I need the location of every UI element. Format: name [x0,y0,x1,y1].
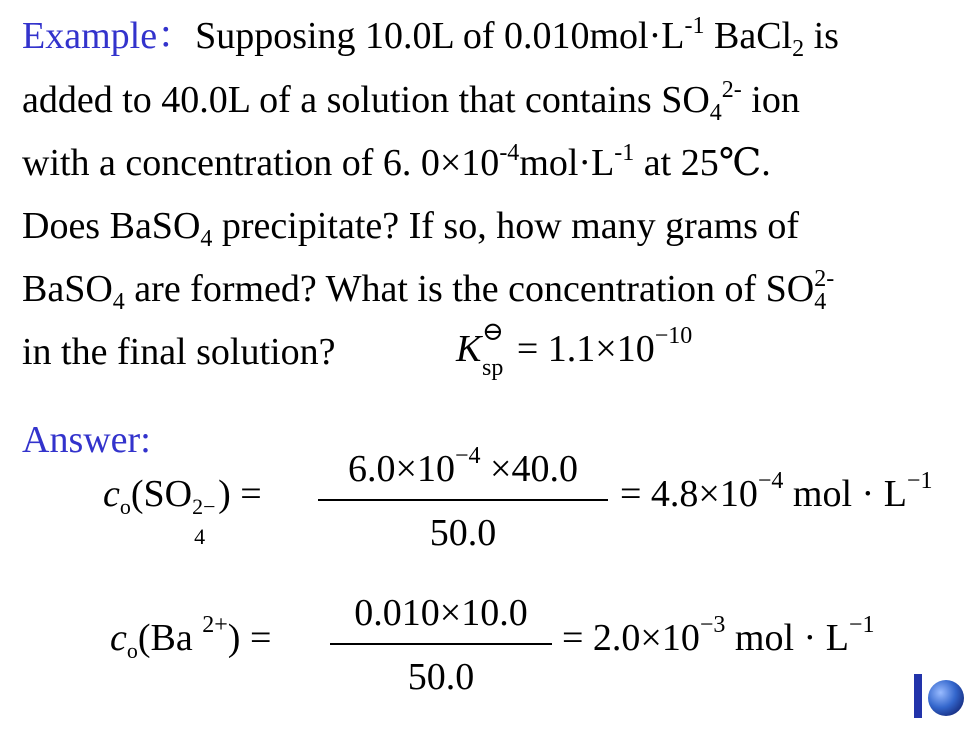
example-line-1: Example：Supposing 10.0L of $0.010mol\cdot L^{-1}$ BaCl$_2$ is [22,13,839,62]
eq1-numerator: $6.0\times 10^{-4} \times 40.0$ [348,443,578,490]
eq2-numerator: 0.010×10.0 [354,592,528,634]
eq2-fraction [330,591,552,698]
example-line-3: with a concentration of 6. $0\times 10^{-4}mol\cdot L^{-1}$ at 25℃. [22,140,771,184]
eq1-rhs: = $4.8\times 10^{-4}$ mol · $L^{-1}$ [620,468,933,515]
answer-label: Answer: [22,419,151,461]
eq1-lhs: $c_o(SO$ 2− 4 ) = [103,473,262,549]
eq2-lhs: $c_o(Ba$ $^{2+}$) = [110,612,272,663]
example-line-5: BaSO$_4$ are formed? What is the concentration of $SO_4^{2-}$ [22,266,835,315]
eq1-fraction-bar [318,499,608,501]
eq1-denominator: 50.0 [429,512,497,554]
example-line-6: in the final solution? [22,331,336,373]
eq2-fraction-bar [330,643,552,645]
example-label: Example： [22,15,196,57]
blue-ball-logo-icon [912,672,966,720]
example-line-2: added to 40.0L of a solution that contains $SO_4^{2-}$ ion [22,77,800,126]
theta-icon: ⊖ [482,317,504,346]
example-line-4: Does BaSO$_4$ precipitate? If so, how many grams of [22,205,800,252]
eq2-rhs: = $2.0\times 10^{-3}$ mol · $L^{-1}$ [562,612,875,659]
ksp-expression: K ⊖ sp = $1.1\times 10^{-10}$ [456,317,693,381]
eq2-denominator: 50.0 [407,656,475,698]
eq1-fraction [318,443,608,554]
